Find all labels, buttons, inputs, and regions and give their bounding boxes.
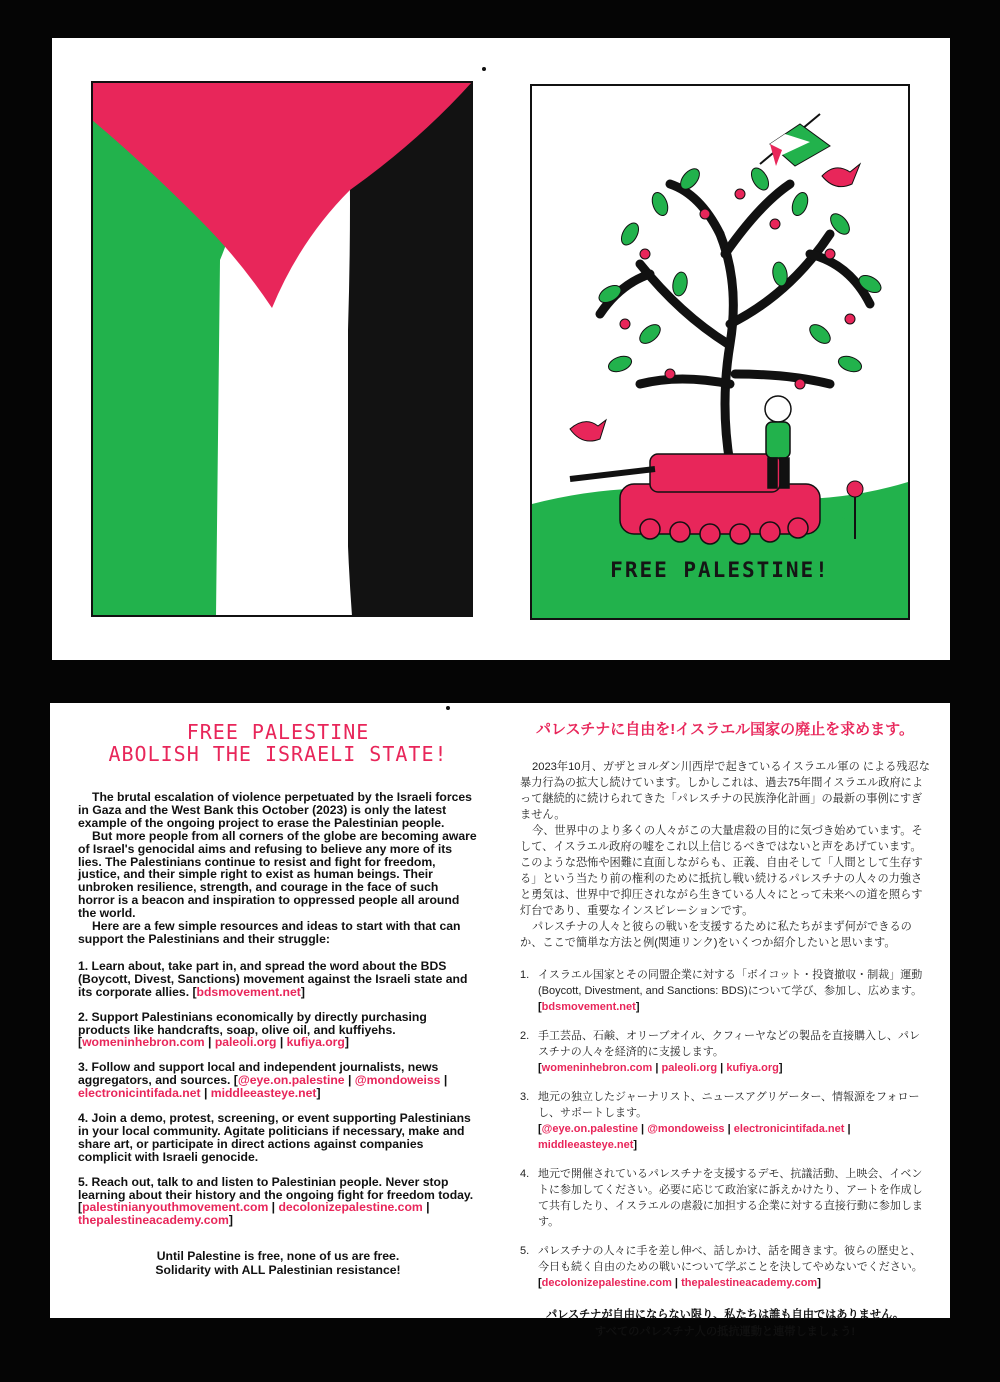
bracket: [: [538, 1001, 542, 1013]
separator: |: [204, 1035, 215, 1050]
bracket: [: [538, 1062, 542, 1074]
list-item-text: 1. Learn about, take part in, and spread the word about the BDS (Boycott, Divest, Sanctions) movement against the Israeli state and its corporate allies.: [78, 958, 468, 999]
resource-link[interactable]: paleoli.org: [214, 1035, 277, 1050]
japanese-column: [520, 721, 930, 1341]
list-item: [520, 1028, 930, 1076]
english-title: [78, 721, 478, 765]
english-paragraph-2: But more people from all corners of the globe are becoming aware of Israel's genocidal aims and refusing to believe any more of its lies. The Palestinians continue to resist and fight for freedom, justice, and their simple right to exist as human beings. Their unbroken resilience, strength, and courage in the face of such horror is a beacon and inspiration to oppressed people all around the world.: [78, 828, 477, 921]
bracket: [: [233, 1073, 238, 1088]
english-resource-list: [78, 960, 478, 1227]
japanese-closing: [520, 1307, 930, 1341]
bracket: ]: [228, 1213, 233, 1228]
bracket: [: [78, 1035, 83, 1050]
separator: |: [344, 1073, 355, 1088]
poster-title: FREE PALESTINE!: [610, 558, 830, 582]
list-item-text: 3. Follow and support local and independent journalists, news aggregators, and sources.: [78, 1060, 439, 1088]
resource-link[interactable]: @mondoweiss: [354, 1073, 441, 1088]
list-item: [520, 967, 930, 1015]
free-palestine-poster: [530, 84, 910, 620]
resource-link[interactable]: @eye.on.palestine: [541, 1123, 638, 1135]
resource-link[interactable]: bdsmovement.net: [196, 984, 301, 999]
separator: |: [276, 1035, 287, 1050]
bracket: ]: [633, 1139, 638, 1151]
list-item-text: 5. Reach out, talk to and listen to Palestinian people. Never stop learning about their history and the ongoing fight for freedom today.: [78, 1174, 474, 1202]
list-item-number: 2.: [520, 1030, 530, 1042]
resource-link[interactable]: palestinianyouthmovement.com: [82, 1200, 269, 1215]
list-item: [78, 960, 478, 999]
english-closing: [78, 1249, 478, 1277]
list-item: [520, 1089, 930, 1153]
japanese-closing-line2: すべてのパレスチナ人の抵抗運動と連帯しましょう!: [594, 1326, 856, 1338]
list-item: [520, 1166, 930, 1230]
bracket: ]: [316, 1086, 321, 1101]
separator: |: [717, 1062, 727, 1074]
japanese-closing-line1: パレスチナが自由にならない限り、私たちは誰も自由ではありません。: [545, 1309, 905, 1321]
separator: |: [652, 1062, 662, 1074]
list-item: [78, 1176, 478, 1228]
punch-dot: [446, 706, 450, 710]
english-paragraph-1: The brutal escalation of violence perpetuated by the Israeli forces in Gaza and the West Bank this October (2023) is only the latest example of the ongoing project to erase the Palestinian people.: [78, 790, 472, 830]
japanese-paragraph-1: 2023年10月、ガザとヨルダン川西岸で起きているイスラエル軍の による残忍な暴力行為の拡大し続けています。しかしこれは、過去75年間イスラエル政府によって継続的に続けられてきた「パレスチナの民族浄化計画」の最新の事例にすぎません。: [520, 761, 930, 821]
bottom-card: [50, 703, 950, 1338]
resource-link[interactable]: middleeasteye.net: [538, 1139, 634, 1151]
separator: |: [844, 1123, 851, 1135]
japanese-title: パレスチナに自由を!イスラエル国家の廃止を求めます。: [536, 721, 914, 738]
bracket: ]: [344, 1035, 349, 1050]
list-item: [78, 1061, 478, 1100]
bracket: ]: [300, 984, 305, 999]
bracket: [: [538, 1123, 542, 1135]
english-closing-line1: Until Palestine is free, none of us are free.: [156, 1249, 400, 1264]
bracket: [: [78, 1200, 83, 1215]
list-item-number: 3.: [520, 1091, 530, 1103]
english-title-line2: ABOLISH THE ISRAELI STATE!: [108, 742, 448, 766]
resource-link[interactable]: thepalestineacademy.com: [681, 1277, 818, 1289]
list-item-number: 5.: [520, 1245, 530, 1257]
resource-link[interactable]: womeninhebron.com: [541, 1062, 653, 1074]
bracket: [: [538, 1277, 542, 1289]
resource-link[interactable]: kufiya.org: [286, 1035, 345, 1050]
separator: |: [440, 1073, 448, 1088]
palestine-flag-icon: [90, 80, 474, 618]
resource-link[interactable]: womeninhebron.com: [82, 1035, 205, 1050]
list-item: [78, 1112, 478, 1164]
list-item-text: 地元で開催されているパレスチナを支援するデモ、抗議活動、上映会、イベントに参加してください。必要に応じて政治家に訴えかけたり、アートを作成して共有したり、イスラエルの虐殺に加担する企業に対する直接行動に参加します。: [538, 1168, 923, 1228]
bracket: ]: [635, 1001, 640, 1013]
list-item-number: 1.: [520, 969, 530, 981]
list-item-text: 2. Support Palestinians economically by directly purchasing products like handcrafts, soap, olive oil, and kuffiyehs.: [78, 1009, 427, 1037]
top-card: [52, 38, 950, 660]
separator: |: [268, 1200, 279, 1215]
resource-link[interactable]: decolonizepalestine.com: [541, 1277, 672, 1289]
list-item-text: イスラエル国家とその同盟企業に対する「ボイコット・投資撤収・制裁」運動 (Boycott, Divestment, and Sanctions: BDS)について学び、参加し、広めます。: [538, 969, 923, 997]
english-title-line1: FREE PALESTINE: [186, 720, 370, 744]
list-item-number: 4.: [520, 1168, 530, 1180]
english-paragraph-3: Here are a few simple resources and ideas to start with that can support the Palestinians and their struggle:: [78, 919, 461, 946]
separator: |: [671, 1277, 682, 1289]
resource-link[interactable]: electronicintifada.net: [78, 1086, 201, 1101]
list-item-text: パレスチナの人々に手を差し伸べ、話しかけ、話を聞きます。彼らの歴史と、今日も続く自由のための戦いについて学ぶことを決してやめないでください。: [538, 1245, 923, 1273]
list-item: [520, 1243, 930, 1291]
separator: |: [200, 1086, 211, 1101]
punch-dot: [482, 67, 486, 71]
list-item: [78, 1011, 478, 1050]
separator: |: [638, 1123, 648, 1135]
resource-link[interactable]: electronicintifada.net: [733, 1123, 845, 1135]
olive-tree-illustration-icon: [530, 84, 910, 620]
separator: |: [724, 1123, 734, 1135]
resource-link[interactable]: decolonizepalestine.com: [278, 1200, 423, 1215]
resource-link[interactable]: thepalestineacademy.com: [78, 1213, 229, 1228]
list-item-text: 4. Join a demo, protest, screening, or event supporting Palestinians in your local community. Agitate politicians if necessary, make and share art, or participate in direct actions against companies complicit with Israeli genocide.: [78, 1111, 471, 1164]
resource-link[interactable]: kufiya.org: [726, 1062, 779, 1074]
bracket: [: [192, 984, 197, 999]
resource-link[interactable]: @eye.on.palestine: [237, 1073, 345, 1088]
bracket: ]: [778, 1062, 783, 1074]
english-column: [78, 721, 478, 1277]
resource-link[interactable]: paleoli.org: [661, 1062, 718, 1074]
resource-link[interactable]: middleeasteye.net: [210, 1086, 317, 1101]
resource-link[interactable]: @mondoweiss: [647, 1123, 725, 1135]
japanese-paragraph-3: パレスチナの人々と彼らの戦いを支援するために私たちがまず何ができるのか、ここで簡単な方法と例(関連リンク)をいくつか紹介したいと思います。: [520, 921, 912, 949]
english-closing-line2: Solidarity with ALL Palestinian resistance!: [155, 1263, 401, 1278]
list-item-text: 地元の独立したジャーナリスト、ニュースアグリゲーター、情報源をフォローし、サポートします。: [538, 1091, 920, 1119]
japanese-resource-list: [520, 967, 930, 1291]
resource-link[interactable]: bdsmovement.net: [541, 1001, 636, 1013]
separator: |: [422, 1200, 430, 1215]
list-item-text: 手工芸品、石鹸、オリーブオイル、クフィーヤなどの製品を直接購入し、パレスチナの人々を経済的に支援します。: [538, 1030, 921, 1058]
bracket: ]: [817, 1277, 821, 1289]
japanese-paragraph-2: 今、世界中のより多くの人々がこの大量虐殺の目的に気づき始めています。そして、イスラエル政府の嘘をこれ以上信じるべきではないと声をあげています。このような恐怖や困難に直面しながらも、正義、自由そして「人間として生存する」という当たり前の権利のために抵抗し戦い続けるパレスチナの人々の力強さと勇気は、世界中で抑圧されながら生きている人々にとって未来への道を照らす灯台であり、重要なインスピレーションです。: [520, 825, 923, 917]
